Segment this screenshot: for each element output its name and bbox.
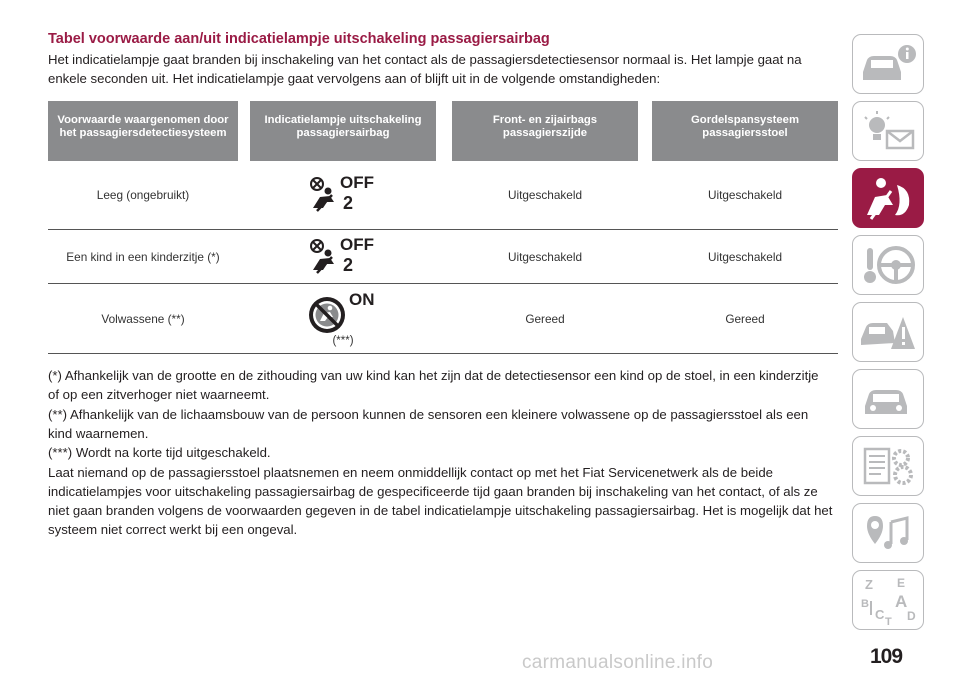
intro-paragraph: Het indicatielampje gaat branden bij inschakeling van het contact als de passagiersdetectiesensor normaal is. Het lampje gaat na enkele seconden uit. Het indicatielampje gaat vervolgens aan of blijft uit in de volgende omstandigheden: bbox=[48, 52, 802, 86]
cell-seatbelt: Gereed bbox=[652, 284, 838, 354]
closing-paragraph: Laat niemand op de passagiersstoel plaatsnemen en neem onmiddellijk contact op met het Fiat Servicenetwerk als de beide indicatielampjes voor uitschakeling passagiersairbag de gespecificeerde tijd gaan branden bij inschakeling van het contact, of als ze niet gaan branden volgens de voorwaarden gegeven in de tabel indicatielampje uitschakeling passagiersairbag. Het is mogelijk dat het systeem niet correct werkt bij een ongeval. bbox=[48, 465, 833, 537]
index-letter: Z bbox=[865, 577, 873, 592]
cell-gap bbox=[238, 230, 250, 284]
cell-condition: Volwassene (**) bbox=[48, 284, 238, 354]
airbag-off-indicator-icon bbox=[303, 234, 383, 280]
cell-indicator bbox=[250, 230, 436, 284]
footnote-adult: (**) Afhankelijk van de lichaamsbouw van de persoon kunnen de sensoren een kleinere volwassene op de passagiersstoel als een kind waarnemen. bbox=[48, 407, 809, 441]
table-row bbox=[48, 161, 838, 230]
cell-airbags: Uitgeschakeld bbox=[452, 230, 638, 284]
tab-safety[interactable] bbox=[852, 168, 924, 228]
cell-gap bbox=[436, 161, 452, 230]
car-info-icon bbox=[857, 42, 919, 86]
cell-airbags: Gereed bbox=[452, 284, 638, 354]
footnote-child: (*) Afhankelijk van de grootte en de zithouding van uw kind kan het zijn dat de detectiesensor een kind op de stoel, in een kinderzitje of op een zitverhoger niet waarneemt. bbox=[48, 368, 819, 402]
cell-seatbelt: Uitgeschakeld bbox=[652, 230, 838, 284]
cell-indicator bbox=[250, 161, 436, 230]
steering-wheel-icon bbox=[857, 242, 919, 288]
cell-condition: Een kind in een kinderzitje (*) bbox=[48, 230, 238, 284]
indicator-number: 2 bbox=[343, 254, 354, 275]
indicator-footnote: (***) bbox=[332, 334, 354, 347]
page-number: 109 bbox=[870, 645, 903, 668]
tab-maintenance[interactable] bbox=[852, 369, 924, 429]
header-gap bbox=[238, 101, 250, 161]
tab-index[interactable] bbox=[852, 570, 924, 630]
cell-gap bbox=[638, 161, 652, 230]
cell-condition: Leeg (ongebruikt) bbox=[48, 161, 238, 230]
car-breakdown-icon bbox=[857, 309, 919, 355]
section-title: Tabel voorwaarde aan/uit indicatielampje uitschakeling passagiersairbag bbox=[48, 31, 550, 47]
cell-gap bbox=[436, 230, 452, 284]
header-indicator: Indicatielampje uitschakeling passagiersairbag bbox=[250, 101, 436, 161]
header-seatbelt: Gordelspansysteem passagiersstoel bbox=[652, 101, 838, 161]
cell-gap bbox=[638, 284, 652, 354]
cell-seatbelt: Uitgeschakeld bbox=[652, 161, 838, 230]
tab-starting-driving[interactable] bbox=[852, 235, 924, 295]
cell-gap bbox=[638, 230, 652, 284]
watermark: carmanualsonline.info bbox=[522, 652, 714, 673]
multimedia-icon bbox=[857, 510, 919, 556]
index-letter: B bbox=[861, 598, 869, 610]
table-header-row bbox=[48, 101, 838, 161]
cell-gap bbox=[238, 161, 250, 230]
airbag-off-indicator-icon bbox=[303, 172, 383, 218]
indicator-on-label: ON bbox=[349, 290, 375, 309]
indicator-off-label: OFF bbox=[340, 173, 374, 192]
index-letter: C bbox=[875, 607, 885, 622]
car-service-icon bbox=[857, 376, 919, 422]
airbag-condition-table bbox=[48, 101, 838, 354]
cell-gap bbox=[238, 284, 250, 354]
cell-airbags: Uitgeschakeld bbox=[452, 161, 638, 230]
index-letter: E bbox=[897, 576, 906, 590]
index-letter: A bbox=[895, 592, 908, 611]
tab-warning-lights[interactable] bbox=[852, 101, 924, 161]
cell-gap bbox=[436, 284, 452, 354]
tab-multimedia[interactable] bbox=[852, 503, 924, 563]
index-letter: T bbox=[885, 616, 892, 625]
table-row bbox=[48, 284, 838, 354]
alphabet-index-icon bbox=[857, 575, 919, 625]
cell-indicator bbox=[250, 284, 436, 354]
warning-light-envelope-icon bbox=[857, 109, 919, 153]
chapter-tabs bbox=[852, 34, 926, 637]
footnote-timeout: (***) Wordt na korte tijd uitgeschakeld. bbox=[48, 445, 271, 460]
indicator-number: 2 bbox=[343, 193, 354, 213]
header-airbags: Front- en zijairbags passagierszijde bbox=[452, 101, 638, 161]
tab-emergency[interactable] bbox=[852, 302, 924, 362]
tab-car-info[interactable] bbox=[852, 34, 924, 94]
seat-belt-airbag-icon bbox=[857, 175, 919, 221]
table-row bbox=[48, 230, 838, 284]
specs-gears-icon bbox=[857, 443, 919, 489]
header-condition: Voorwaarde waargenomen door het passagiersdetectiesysteem bbox=[48, 101, 238, 161]
header-gap bbox=[436, 101, 452, 161]
header-gap bbox=[638, 101, 652, 161]
tab-technical-specs[interactable] bbox=[852, 436, 924, 496]
indicator-off-label: OFF bbox=[340, 234, 374, 254]
index-letter: D bbox=[907, 609, 916, 623]
airbag-on-indicator-icon bbox=[303, 291, 383, 335]
